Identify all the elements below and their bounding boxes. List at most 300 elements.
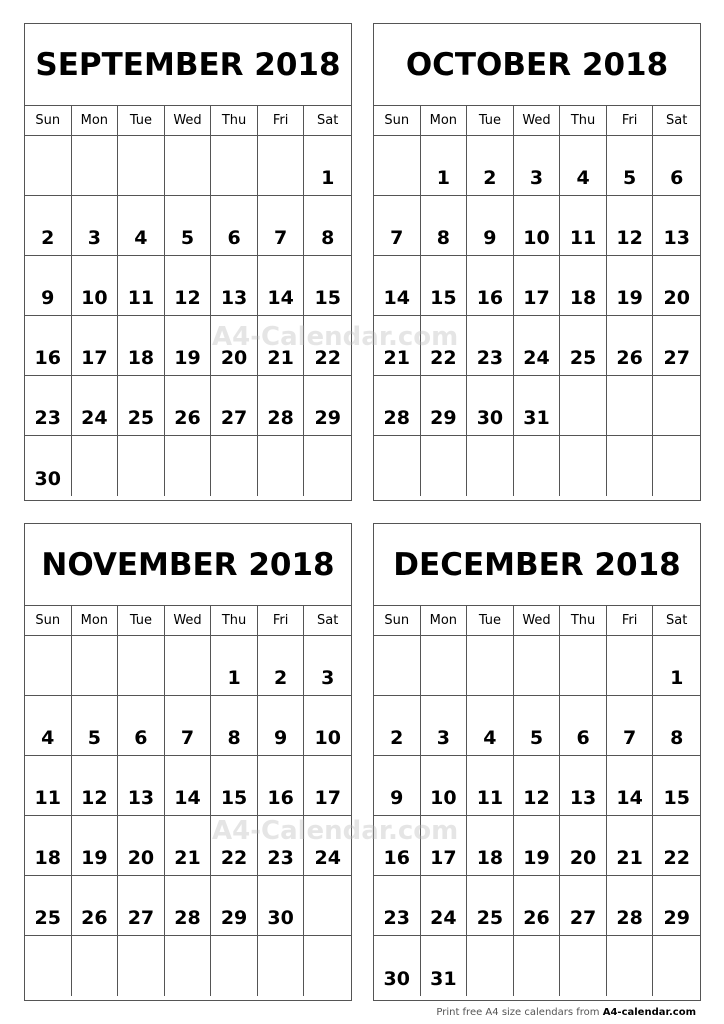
day-cell bbox=[560, 316, 607, 376]
day-cell bbox=[304, 816, 351, 876]
day-number: 15 bbox=[220, 787, 248, 809]
day-cell bbox=[560, 436, 607, 496]
day-number: 17 bbox=[430, 847, 457, 869]
day-number: 9 bbox=[390, 787, 404, 809]
day-number: 24 bbox=[81, 407, 108, 429]
day-number: 30 bbox=[34, 468, 61, 490]
day-cell bbox=[304, 936, 351, 996]
day-number: 1 bbox=[227, 667, 241, 689]
day-cell bbox=[421, 136, 468, 196]
weekday-label: Fri bbox=[258, 106, 305, 135]
day-cell bbox=[467, 696, 514, 756]
day-number: 26 bbox=[81, 907, 108, 929]
day-cell bbox=[467, 316, 514, 376]
day-number: 3 bbox=[87, 227, 101, 249]
day-cell bbox=[607, 756, 654, 816]
day-cell bbox=[304, 636, 351, 696]
day-number: 2 bbox=[483, 167, 497, 189]
day-grid bbox=[374, 636, 700, 996]
day-cell bbox=[25, 436, 72, 496]
day-number: 15 bbox=[314, 287, 341, 309]
day-number: 5 bbox=[87, 727, 101, 749]
day-cell bbox=[607, 696, 654, 756]
day-cell bbox=[421, 436, 468, 496]
day-number: 19 bbox=[81, 847, 108, 869]
day-number: 22 bbox=[663, 847, 690, 869]
day-cell bbox=[607, 636, 654, 696]
weekday-label: Tue bbox=[467, 106, 514, 135]
day-number: 8 bbox=[436, 227, 450, 249]
day-number: 28 bbox=[383, 407, 410, 429]
day-number: 29 bbox=[220, 907, 248, 929]
day-cell bbox=[211, 816, 258, 876]
day-cell bbox=[258, 436, 305, 496]
month-title: OCTOBER 2018 bbox=[374, 24, 700, 106]
day-cell bbox=[304, 876, 351, 936]
footer-prefix: Print free A4 size calendars from bbox=[436, 1007, 603, 1018]
day-number: 16 bbox=[476, 287, 504, 309]
day-number: 19 bbox=[174, 347, 201, 369]
day-cell bbox=[374, 876, 421, 936]
weekday-label: Tue bbox=[467, 606, 514, 635]
day-number: 7 bbox=[180, 727, 195, 749]
day-cell bbox=[258, 636, 305, 696]
weekday-label: Wed bbox=[514, 106, 561, 135]
day-number: 27 bbox=[663, 347, 690, 369]
day-number: 2 bbox=[41, 227, 55, 249]
day-cell bbox=[607, 876, 654, 936]
weekday-header bbox=[25, 606, 351, 636]
day-number: 8 bbox=[227, 727, 241, 749]
day-number: 21 bbox=[174, 847, 201, 869]
day-cell bbox=[467, 136, 514, 196]
day-grid bbox=[25, 636, 351, 996]
weekday-label: Sat bbox=[666, 113, 688, 128]
footer-credit bbox=[436, 1007, 696, 1018]
day-number: 17 bbox=[523, 287, 550, 309]
day-cell bbox=[118, 636, 165, 696]
day-number: 5 bbox=[529, 727, 544, 749]
day-cell bbox=[560, 196, 607, 256]
day-number: 11 bbox=[34, 787, 61, 809]
day-cell bbox=[514, 256, 561, 316]
day-cell bbox=[211, 376, 258, 436]
watermark: A4-Calendar.com bbox=[212, 816, 459, 846]
day-cell bbox=[211, 936, 258, 996]
day-cell bbox=[118, 316, 165, 376]
day-cell bbox=[25, 196, 72, 256]
day-number: 3 bbox=[321, 667, 335, 689]
day-number: 9 bbox=[483, 227, 497, 249]
weekday-label: Mon bbox=[421, 106, 468, 135]
weekday-header bbox=[374, 606, 700, 636]
day-number: 24 bbox=[430, 907, 457, 929]
day-cell bbox=[165, 196, 212, 256]
day-cell bbox=[653, 376, 700, 436]
day-number: 6 bbox=[134, 727, 148, 749]
weekday-label: Sun bbox=[25, 606, 72, 635]
day-cell bbox=[165, 316, 212, 376]
day-number: 29 bbox=[314, 407, 341, 429]
day-cell bbox=[607, 316, 654, 376]
day-cell bbox=[514, 876, 561, 936]
day-number: 18 bbox=[127, 347, 155, 369]
day-cell bbox=[374, 316, 421, 376]
day-cell bbox=[607, 816, 654, 876]
day-number: 9 bbox=[274, 727, 288, 749]
calendar-november bbox=[24, 523, 352, 1001]
day-number: 6 bbox=[670, 167, 684, 189]
day-cell bbox=[514, 636, 561, 696]
day-cell bbox=[258, 696, 305, 756]
day-cell bbox=[653, 316, 700, 376]
day-cell bbox=[421, 876, 468, 936]
day-cell bbox=[514, 756, 561, 816]
day-cell bbox=[560, 696, 607, 756]
day-cell bbox=[165, 376, 212, 436]
day-cell bbox=[560, 936, 607, 996]
weekday-label: Fri bbox=[607, 606, 654, 635]
day-number: 10 bbox=[523, 227, 550, 249]
day-cell bbox=[25, 756, 72, 816]
day-cell bbox=[165, 936, 212, 996]
day-cell bbox=[118, 876, 165, 936]
day-number: 17 bbox=[81, 347, 108, 369]
day-cell bbox=[467, 636, 514, 696]
weekday-label: Fri bbox=[607, 106, 654, 135]
day-cell bbox=[467, 876, 514, 936]
day-number: 8 bbox=[670, 727, 684, 749]
day-cell bbox=[25, 256, 72, 316]
weekday-label: Thu bbox=[560, 106, 607, 135]
calendar-september bbox=[24, 23, 352, 501]
day-cell bbox=[165, 136, 212, 196]
day-cell bbox=[72, 876, 119, 936]
day-cell bbox=[258, 376, 305, 436]
day-cell bbox=[653, 756, 700, 816]
weekday-label: Thu bbox=[211, 606, 258, 635]
day-cell bbox=[421, 816, 468, 876]
day-cell bbox=[514, 436, 561, 496]
day-cell bbox=[25, 376, 72, 436]
day-cell bbox=[467, 936, 514, 996]
month-title: SEPTEMBER 2018 bbox=[25, 24, 351, 106]
day-cell bbox=[607, 256, 654, 316]
day-number: 12 bbox=[616, 227, 643, 249]
day-number: 16 bbox=[34, 347, 61, 369]
day-cell bbox=[258, 816, 305, 876]
day-cell bbox=[374, 196, 421, 256]
day-number: 22 bbox=[430, 347, 457, 369]
day-number: 5 bbox=[180, 227, 195, 249]
day-cell bbox=[258, 136, 305, 196]
day-cell bbox=[258, 876, 305, 936]
day-number: 15 bbox=[663, 787, 690, 809]
day-grid bbox=[374, 136, 700, 496]
day-number: 28 bbox=[616, 907, 643, 929]
weekday-label: Mon bbox=[421, 606, 468, 635]
day-cell bbox=[374, 636, 421, 696]
day-cell bbox=[72, 816, 119, 876]
day-cell bbox=[374, 756, 421, 816]
weekday-label: Wed bbox=[165, 106, 212, 135]
day-number: 15 bbox=[430, 287, 457, 309]
day-cell bbox=[653, 936, 700, 996]
day-number: 24 bbox=[314, 847, 341, 869]
day-number: 21 bbox=[383, 347, 410, 369]
day-cell bbox=[514, 936, 561, 996]
day-cell bbox=[72, 436, 119, 496]
day-number: 26 bbox=[616, 347, 643, 369]
day-number: 12 bbox=[523, 787, 550, 809]
weekday-label: Thu bbox=[211, 106, 258, 135]
day-cell bbox=[467, 376, 514, 436]
day-cell bbox=[514, 696, 561, 756]
day-cell bbox=[514, 136, 561, 196]
day-cell bbox=[165, 696, 212, 756]
day-number: 19 bbox=[523, 847, 550, 869]
day-cell bbox=[72, 196, 119, 256]
day-number: 18 bbox=[34, 847, 61, 869]
day-cell bbox=[560, 756, 607, 816]
day-cell bbox=[514, 376, 561, 436]
day-number: 21 bbox=[616, 847, 643, 869]
day-number: 28 bbox=[267, 407, 294, 429]
day-number: 20 bbox=[220, 347, 248, 369]
day-cell bbox=[25, 816, 72, 876]
day-cell bbox=[165, 876, 212, 936]
day-number: 30 bbox=[267, 907, 294, 929]
day-number: 12 bbox=[174, 287, 201, 309]
day-number: 31 bbox=[523, 407, 550, 429]
day-cell bbox=[118, 696, 165, 756]
day-number: 30 bbox=[476, 407, 504, 429]
day-number: 10 bbox=[314, 727, 341, 749]
day-cell bbox=[25, 136, 72, 196]
day-cell bbox=[421, 936, 468, 996]
month-title: DECEMBER 2018 bbox=[374, 524, 700, 606]
day-cell bbox=[467, 436, 514, 496]
day-number: 17 bbox=[314, 787, 341, 809]
weekday-label: Sat bbox=[666, 613, 688, 628]
day-number: 11 bbox=[569, 227, 597, 249]
day-number: 20 bbox=[663, 287, 690, 309]
day-number: 1 bbox=[321, 167, 335, 189]
calendar-october bbox=[373, 23, 701, 501]
month-title: NOVEMBER 2018 bbox=[25, 524, 351, 606]
day-number: 22 bbox=[220, 847, 248, 869]
day-number: 31 bbox=[430, 968, 457, 990]
day-cell bbox=[421, 196, 468, 256]
day-cell bbox=[118, 436, 165, 496]
day-number: 7 bbox=[274, 227, 288, 249]
day-number: 14 bbox=[174, 787, 201, 809]
day-cell bbox=[560, 256, 607, 316]
day-number: 18 bbox=[569, 287, 597, 309]
day-cell bbox=[211, 436, 258, 496]
day-number: 3 bbox=[436, 727, 450, 749]
day-number: 30 bbox=[383, 968, 410, 990]
day-number: 23 bbox=[267, 847, 294, 869]
day-cell bbox=[211, 636, 258, 696]
weekday-label: Sun bbox=[25, 106, 72, 135]
day-cell bbox=[304, 316, 351, 376]
day-cell bbox=[304, 256, 351, 316]
day-cell bbox=[304, 136, 351, 196]
day-number: 26 bbox=[523, 907, 550, 929]
day-number: 27 bbox=[127, 907, 155, 929]
day-cell bbox=[211, 876, 258, 936]
calendar-december bbox=[373, 523, 701, 1001]
day-number: 14 bbox=[616, 787, 643, 809]
weekday-label: Mon bbox=[72, 606, 119, 635]
day-number: 2 bbox=[390, 727, 404, 749]
day-number: 18 bbox=[476, 847, 504, 869]
day-cell bbox=[211, 256, 258, 316]
day-cell bbox=[607, 196, 654, 256]
day-cell bbox=[72, 136, 119, 196]
weekday-header bbox=[25, 106, 351, 136]
day-number: 11 bbox=[127, 287, 155, 309]
day-number: 1 bbox=[670, 667, 684, 689]
day-cell bbox=[560, 136, 607, 196]
weekday-label: Thu bbox=[560, 606, 607, 635]
day-number: 4 bbox=[134, 227, 148, 249]
day-cell bbox=[653, 136, 700, 196]
day-number: 25 bbox=[476, 907, 504, 929]
day-cell bbox=[421, 376, 468, 436]
day-cell bbox=[514, 196, 561, 256]
day-number: 20 bbox=[569, 847, 597, 869]
day-number: 10 bbox=[81, 287, 108, 309]
day-number: 3 bbox=[529, 167, 544, 189]
footer-site-link[interactable]: A4-calendar.com bbox=[602, 1007, 696, 1018]
day-number: 13 bbox=[569, 787, 597, 809]
day-cell bbox=[607, 936, 654, 996]
day-cell bbox=[421, 756, 468, 816]
day-number: 4 bbox=[483, 727, 497, 749]
day-cell bbox=[25, 696, 72, 756]
day-cell bbox=[165, 756, 212, 816]
weekday-label: Tue bbox=[118, 106, 165, 135]
day-cell bbox=[514, 816, 561, 876]
day-number: 25 bbox=[34, 907, 61, 929]
day-cell bbox=[25, 936, 72, 996]
day-number: 24 bbox=[523, 347, 550, 369]
day-cell bbox=[374, 816, 421, 876]
day-number: 19 bbox=[616, 287, 643, 309]
weekday-label: Sun bbox=[374, 106, 421, 135]
day-cell bbox=[560, 636, 607, 696]
day-cell bbox=[25, 636, 72, 696]
day-cell bbox=[118, 196, 165, 256]
watermark: A4-Calendar.com bbox=[212, 322, 459, 352]
day-number: 1 bbox=[436, 167, 450, 189]
day-cell bbox=[304, 696, 351, 756]
day-cell bbox=[653, 196, 700, 256]
day-number: 22 bbox=[314, 347, 341, 369]
day-cell bbox=[118, 816, 165, 876]
day-number: 27 bbox=[220, 407, 248, 429]
day-number: 25 bbox=[127, 407, 155, 429]
day-cell bbox=[118, 256, 165, 316]
day-cell bbox=[118, 756, 165, 816]
day-cell bbox=[607, 436, 654, 496]
day-cell bbox=[72, 936, 119, 996]
day-number: 13 bbox=[127, 787, 155, 809]
day-cell bbox=[165, 636, 212, 696]
weekday-label: Sat bbox=[317, 113, 339, 128]
day-cell bbox=[72, 256, 119, 316]
day-cell bbox=[165, 436, 212, 496]
day-cell bbox=[258, 196, 305, 256]
day-number: 16 bbox=[267, 787, 294, 809]
day-cell bbox=[653, 256, 700, 316]
day-cell bbox=[25, 316, 72, 376]
day-cell bbox=[211, 696, 258, 756]
day-cell bbox=[304, 376, 351, 436]
day-number: 7 bbox=[390, 227, 404, 249]
day-cell bbox=[421, 316, 468, 376]
day-number: 23 bbox=[34, 407, 61, 429]
day-number: 27 bbox=[569, 907, 597, 929]
day-cell bbox=[72, 636, 119, 696]
day-cell bbox=[653, 696, 700, 756]
day-cell bbox=[653, 876, 700, 936]
day-number: 10 bbox=[430, 787, 457, 809]
day-cell bbox=[374, 936, 421, 996]
day-number: 4 bbox=[41, 727, 55, 749]
day-cell bbox=[118, 936, 165, 996]
day-number: 8 bbox=[321, 227, 335, 249]
day-number: 13 bbox=[663, 227, 690, 249]
day-number: 26 bbox=[174, 407, 201, 429]
weekday-label: Fri bbox=[258, 606, 305, 635]
day-cell bbox=[374, 256, 421, 316]
day-cell bbox=[560, 876, 607, 936]
day-number: 23 bbox=[476, 347, 504, 369]
day-number: 12 bbox=[81, 787, 108, 809]
day-cell bbox=[607, 376, 654, 436]
day-cell bbox=[653, 816, 700, 876]
day-cell bbox=[653, 636, 700, 696]
day-cell bbox=[653, 436, 700, 496]
day-number: 6 bbox=[227, 227, 241, 249]
weekday-label: Wed bbox=[165, 606, 212, 635]
weekday-label: Sun bbox=[374, 606, 421, 635]
day-cell bbox=[72, 756, 119, 816]
day-cell bbox=[421, 696, 468, 756]
day-cell bbox=[211, 756, 258, 816]
day-cell bbox=[118, 376, 165, 436]
day-cell bbox=[72, 696, 119, 756]
day-cell bbox=[165, 256, 212, 316]
day-cell bbox=[467, 196, 514, 256]
day-number: 14 bbox=[267, 287, 294, 309]
day-number: 20 bbox=[127, 847, 155, 869]
day-cell bbox=[304, 436, 351, 496]
day-cell bbox=[560, 816, 607, 876]
day-cell bbox=[258, 256, 305, 316]
day-number: 13 bbox=[220, 287, 248, 309]
day-cell bbox=[72, 316, 119, 376]
day-cell bbox=[421, 636, 468, 696]
day-cell bbox=[211, 136, 258, 196]
day-cell bbox=[304, 756, 351, 816]
day-cell bbox=[374, 436, 421, 496]
day-cell bbox=[258, 936, 305, 996]
day-cell bbox=[374, 696, 421, 756]
